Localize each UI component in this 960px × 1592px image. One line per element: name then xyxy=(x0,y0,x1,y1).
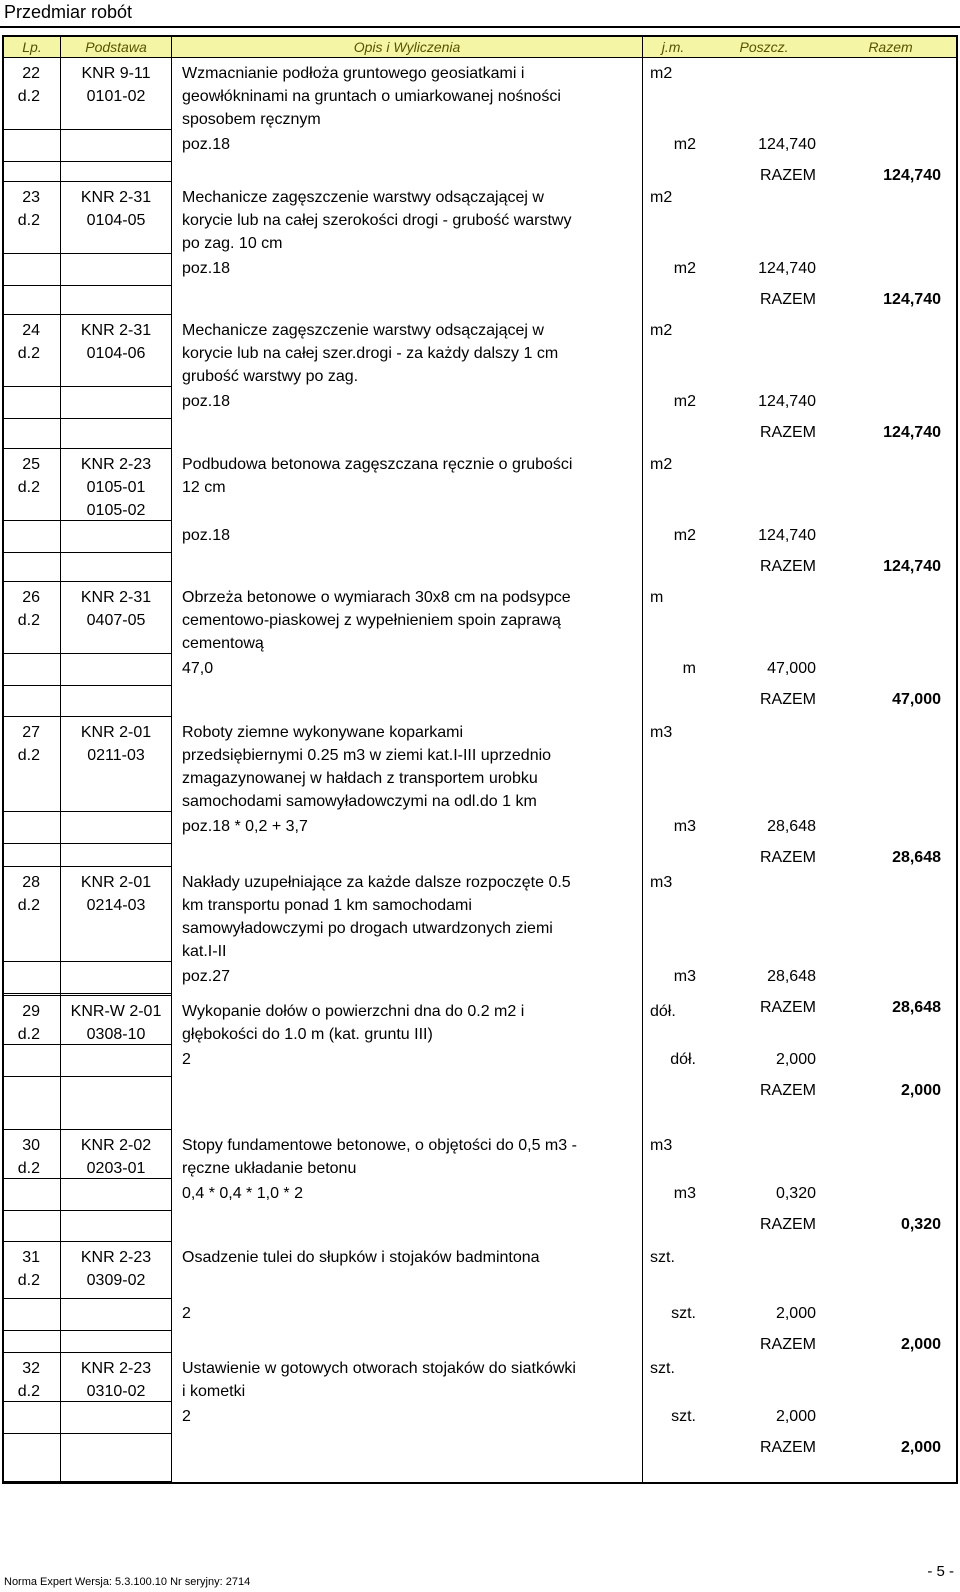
item-unit: m xyxy=(650,589,664,606)
item-description: Osadzenie tulei do słupków i stojaków badmintona xyxy=(182,1249,540,1266)
row-divider xyxy=(4,386,171,387)
total-label: RAZEM xyxy=(760,999,816,1016)
basis-code: KNR 2-01 xyxy=(80,874,152,891)
calculation: 2 xyxy=(182,1051,191,1068)
row-divider xyxy=(4,811,171,812)
item-number: 29 xyxy=(22,1003,40,1020)
total-label: RAZEM xyxy=(760,1216,816,1233)
row-divider xyxy=(4,1481,171,1482)
item-unit: szt. xyxy=(650,1249,675,1266)
calculation: poz.18 * 0,2 + 3,7 xyxy=(182,818,308,835)
row-divider xyxy=(4,520,171,521)
table-header xyxy=(4,37,956,58)
row-divider xyxy=(4,418,171,419)
header-total: Razem xyxy=(868,39,913,55)
basis-code: 0104-06 xyxy=(86,345,146,362)
calculation-unit: szt. xyxy=(671,1408,696,1425)
row-divider xyxy=(4,181,171,182)
basis-code: 0211-03 xyxy=(87,747,145,764)
item-unit: m3 xyxy=(650,874,673,891)
row-divider xyxy=(4,1210,171,1211)
item-description: Podbudowa betonowa zagęszczana ręcznie o grubości xyxy=(182,456,573,473)
basis-code: KNR 2-01 xyxy=(80,724,152,741)
row-divider xyxy=(4,1129,171,1130)
item-description: Wykopanie dołów o powierzchni dna do 0.2 m2 i xyxy=(182,1003,525,1020)
calculation: 0,4 * 0,4 * 1,0 * 2 xyxy=(182,1185,303,1202)
item-description: samochodami samowyładowczymi na odl.do 1 km xyxy=(182,793,537,810)
total-label: RAZEM xyxy=(760,1336,816,1353)
item-unit: dół. xyxy=(650,1003,676,1020)
item-description: Nakłady uzupełniające za każde dalsze rozpoczęte 0.5 xyxy=(182,874,571,891)
item-suffix: d.2 xyxy=(17,612,40,629)
calculation-unit: m2 xyxy=(673,527,696,544)
total-quantity: 28,648 xyxy=(892,849,941,866)
item-description: sposobem ręcznym xyxy=(182,111,321,128)
column-divider xyxy=(171,37,172,1482)
basis-code: KNR 2-31 xyxy=(80,322,152,339)
calculation-unit: dół. xyxy=(670,1051,696,1068)
partial-quantity: 47,000 xyxy=(767,660,816,677)
row-divider xyxy=(4,314,171,315)
item-number: 28 xyxy=(22,874,40,891)
partial-quantity: 124,740 xyxy=(758,393,816,410)
item-description: głębokości do 1.0 m (kat. gruntu III) xyxy=(182,1026,433,1043)
row-divider xyxy=(4,993,171,994)
total-quantity: 124,740 xyxy=(883,558,941,575)
total-quantity: 0,320 xyxy=(900,1216,941,1233)
total-label: RAZEM xyxy=(760,424,816,441)
row-divider xyxy=(4,843,171,844)
item-unit: szt. xyxy=(650,1360,675,1377)
item-description: ręczne układanie betonu xyxy=(182,1160,357,1177)
item-description: 12 cm xyxy=(182,479,226,496)
row-divider xyxy=(4,129,171,130)
item-suffix: d.2 xyxy=(17,897,40,914)
basis-code: 0308-10 xyxy=(86,1026,146,1043)
item-description: Wzmacnianie podłoża gruntowego geosiatkami i xyxy=(182,65,525,82)
item-number: 31 xyxy=(22,1249,40,1266)
item-unit: m3 xyxy=(650,1137,673,1154)
header-unit: j.m. xyxy=(661,39,685,55)
row-divider xyxy=(4,653,171,654)
item-number: 27 xyxy=(22,724,40,741)
partial-quantity: 124,740 xyxy=(758,260,816,277)
calculation-unit: m2 xyxy=(673,260,696,277)
partial-quantity: 2,000 xyxy=(775,1408,816,1425)
total-quantity: 28,648 xyxy=(892,999,941,1016)
row-divider xyxy=(4,1076,171,1077)
row-divider xyxy=(4,1401,171,1402)
row-divider xyxy=(4,1044,171,1045)
header-description: Opis i Wyliczenia xyxy=(353,39,461,55)
item-description: cementowo-piaskowej z wypełnieniem spoin zaprawą xyxy=(182,612,561,629)
total-quantity: 124,740 xyxy=(883,291,941,308)
item-suffix: d.2 xyxy=(17,479,40,496)
row-divider xyxy=(4,995,171,996)
calculation: 2 xyxy=(182,1305,191,1322)
item-description: Roboty ziemne wykonywane koparkami xyxy=(182,724,464,741)
basis-code: 0203-01 xyxy=(86,1160,146,1177)
header-lp: Lp. xyxy=(22,39,42,55)
total-quantity: 2,000 xyxy=(900,1439,941,1456)
basis-code: KNR 2-23 xyxy=(80,1249,152,1266)
partial-quantity: 28,648 xyxy=(767,818,816,835)
item-suffix: d.2 xyxy=(17,88,40,105)
calculation: 47,0 xyxy=(182,660,214,677)
row-divider xyxy=(4,1298,171,1299)
row-divider xyxy=(4,685,171,686)
basis-code: KNR-W 2-01 xyxy=(70,1003,162,1020)
row-divider xyxy=(4,1241,171,1242)
total-label: RAZEM xyxy=(760,558,816,575)
item-description: Mechanicze zagęszczenie warstwy odsączającej w xyxy=(182,322,544,339)
page-title: Przedmiar robót xyxy=(4,2,133,22)
item-description: cementową xyxy=(182,635,264,652)
calculation-unit: m3 xyxy=(673,1185,696,1202)
row-divider xyxy=(4,552,171,553)
partial-quantity: 0,320 xyxy=(775,1185,816,1202)
header-basis: Podstawa xyxy=(85,39,147,55)
item-unit: m3 xyxy=(650,724,673,741)
calculation-unit: m2 xyxy=(673,136,696,153)
page-number: - 5 - xyxy=(927,1563,954,1580)
total-label: RAZEM xyxy=(760,691,816,708)
item-description: Stopy fundamentowe betonowe, o objętości do 0,5 m3 - xyxy=(182,1137,577,1154)
row-divider xyxy=(4,1330,171,1331)
item-number: 23 xyxy=(22,189,40,206)
item-description: korycie lub na całej szer.drogi - za każdy dalszy 1 cm xyxy=(182,345,559,362)
item-number: 25 xyxy=(22,456,40,473)
total-label: RAZEM xyxy=(760,167,816,184)
calculation: poz.18 xyxy=(182,527,231,544)
calculation-unit: szt. xyxy=(671,1305,696,1322)
item-suffix: d.2 xyxy=(17,1160,40,1177)
software-footer: Norma Expert Wersja: 5.3.100.10 Nr seryjny: 2714 xyxy=(4,1576,251,1588)
total-label: RAZEM xyxy=(760,1082,816,1099)
item-description: kat.I-II xyxy=(182,943,227,960)
basis-code: 0101-02 xyxy=(86,88,146,105)
total-label: RAZEM xyxy=(760,849,816,866)
calculation: 2 xyxy=(182,1408,191,1425)
item-suffix: d.2 xyxy=(17,1026,40,1043)
calculation-unit: m3 xyxy=(673,968,696,985)
basis-code: KNR 2-23 xyxy=(80,1360,152,1377)
item-description: grubość warstwy po zag. xyxy=(182,368,359,385)
basis-code: 0309-02 xyxy=(86,1272,146,1289)
item-unit: m2 xyxy=(650,322,673,339)
item-description: km transportu ponad 1 km samochodami xyxy=(182,897,472,914)
row-divider xyxy=(4,253,171,254)
total-quantity: 124,740 xyxy=(883,167,941,184)
item-suffix: d.2 xyxy=(17,1383,40,1400)
item-description: i kometki xyxy=(182,1383,246,1400)
partial-quantity: 124,740 xyxy=(758,527,816,544)
item-description: samowyładowczymi po drogach utwardzonych ziemi xyxy=(182,920,553,937)
calculation-unit: m xyxy=(682,660,696,677)
title-divider xyxy=(0,26,960,28)
basis-code: 0310-02 xyxy=(86,1383,146,1400)
calculation-unit: m3 xyxy=(673,818,696,835)
calculation: poz.27 xyxy=(182,968,231,985)
basis-code: 0105-02 xyxy=(86,502,146,519)
basis-code: KNR 2-23 xyxy=(80,456,152,473)
row-divider xyxy=(4,161,171,162)
calculation-unit: m2 xyxy=(673,393,696,410)
basis-code: KNR 2-31 xyxy=(80,189,152,206)
total-quantity: 124,740 xyxy=(883,424,941,441)
basis-code: 0105-01 xyxy=(86,479,146,496)
partial-quantity: 124,740 xyxy=(758,136,816,153)
item-number: 26 xyxy=(22,589,40,606)
row-divider xyxy=(4,866,171,867)
item-description: po zag. 10 cm xyxy=(182,235,283,252)
item-description: Mechanicze zagęszczenie warstwy odsączającej w xyxy=(182,189,544,206)
total-quantity: 2,000 xyxy=(900,1082,941,1099)
item-unit: m2 xyxy=(650,189,673,206)
row-divider xyxy=(4,961,171,962)
basis-code: 0407-05 xyxy=(86,612,146,629)
basis-code: KNR 2-02 xyxy=(80,1137,152,1154)
total-quantity: 47,000 xyxy=(892,691,941,708)
row-divider xyxy=(4,1352,171,1353)
partial-quantity: 2,000 xyxy=(775,1051,816,1068)
calculation: poz.18 xyxy=(182,260,231,277)
total-label: RAZEM xyxy=(760,1439,816,1456)
partial-quantity: 2,000 xyxy=(775,1305,816,1322)
item-number: 22 xyxy=(22,65,40,82)
row-divider xyxy=(4,1433,171,1434)
item-suffix: d.2 xyxy=(17,1272,40,1289)
item-unit: m2 xyxy=(650,456,673,473)
total-quantity: 2,000 xyxy=(900,1336,941,1353)
item-suffix: d.2 xyxy=(17,747,40,764)
item-description: zmagazynowanej w hałdach z transportem urobku xyxy=(182,770,538,787)
row-divider xyxy=(4,716,171,717)
basis-code: KNR 9-11 xyxy=(81,65,151,82)
row-divider xyxy=(4,1178,171,1179)
calculation: poz.18 xyxy=(182,393,231,410)
item-description: korycie lub na całej szerokości drogi - grubość warstwy xyxy=(182,212,572,229)
basis-code: KNR 2-31 xyxy=(80,589,152,606)
item-number: 32 xyxy=(22,1360,40,1377)
item-suffix: d.2 xyxy=(17,345,40,362)
cost-estimate-table xyxy=(2,35,958,1484)
calculation: poz.18 xyxy=(182,136,231,153)
row-divider xyxy=(4,285,171,286)
item-description: przedsiębiernymi 0.25 m3 w ziemi kat.I-III uprzednio xyxy=(182,747,552,764)
item-description: Obrzeża betonowe o wymiarach 30x8 cm na podsypce xyxy=(182,589,571,606)
total-label: RAZEM xyxy=(760,291,816,308)
header-partial: Poszcz. xyxy=(739,39,789,55)
basis-code: 0214-03 xyxy=(86,897,146,914)
item-description: Ustawienie w gotowych otworach stojaków do siatkówki xyxy=(182,1360,576,1377)
item-number: 24 xyxy=(22,322,40,339)
row-divider xyxy=(4,581,171,582)
item-unit: m2 xyxy=(650,65,673,82)
item-suffix: d.2 xyxy=(17,212,40,229)
partial-quantity: 28,648 xyxy=(767,968,816,985)
column-divider xyxy=(642,37,643,1482)
basis-code: 0104-05 xyxy=(86,212,146,229)
item-number: 30 xyxy=(22,1137,40,1154)
row-divider xyxy=(4,448,171,449)
item-description: geowłókninami na gruntach o umiarkowanej nośności xyxy=(182,88,561,105)
